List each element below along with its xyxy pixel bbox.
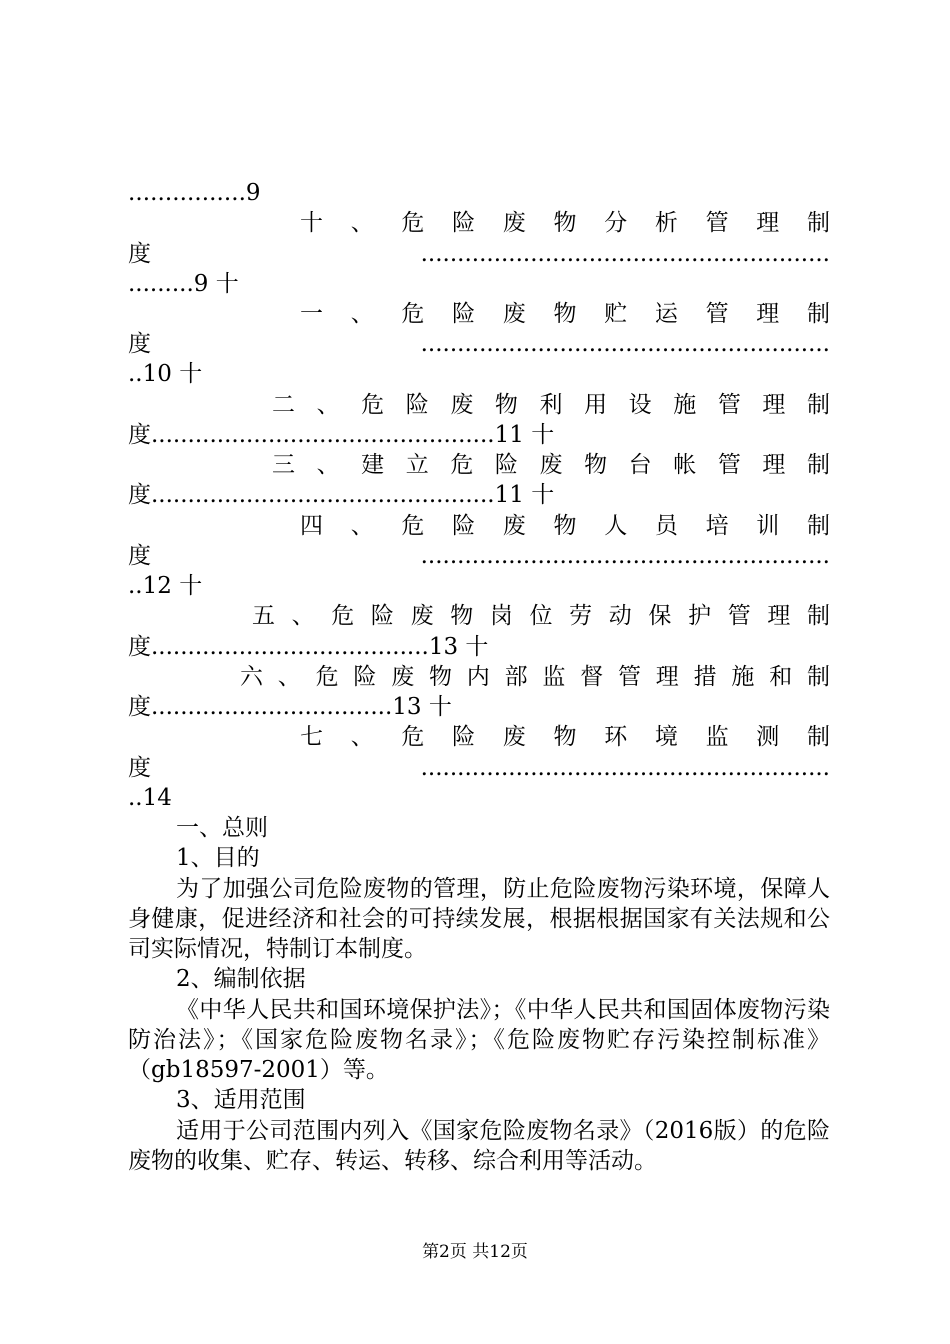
toc-entry-13-leader: 度...............................................11 十 (128, 482, 555, 508)
subsection-heading: 3、适用范围 (176, 1087, 306, 1113)
toc-entry-15-title: 五 、 危 险 废 物 岗 位 劳 动 保 护 管 理 制 (252, 603, 830, 629)
toc-entry-13-title: 三 、 建 立 危 险 废 物 台 帐 管 理 制 (272, 452, 830, 478)
toc-entry-16-title: 六 、 危 险 废 物 内 部 监 督 管 理 措 施 和 制 (240, 664, 830, 690)
paragraph-scope: 适用于公司范围内列入《国家危险废物名录》（2016版）的危险废物的收集、贮存、转运、转移、综合利用等活动。 (128, 1118, 830, 1174)
subsection-heading: 2、编制依据 (176, 966, 306, 992)
paragraph-purpose: 为了加强公司危险废物的管理，防止危险废物污染环境，保障人身健康，促进经济和社会的可持续发展，根据根据国家有关法规和公司实际情况，特制订本制度。 (128, 876, 830, 962)
toc-entry-16-leader: 度.................................13 十 (128, 694, 452, 720)
toc-entry-17-title: 七 、 危 险 废 物 环 境 监 测 制 (300, 724, 830, 750)
toc-entry-14-tail: ..12 十 (128, 573, 203, 599)
toc-entry-17-leader: 度........................................................ (128, 755, 830, 781)
section-heading: 一、总则 (176, 815, 268, 841)
toc-entry-11-title: 一 、 危 险 废 物 贮 运 管 理 制 (300, 301, 830, 327)
toc-entry-12-leader: 度...............................................11 十 (128, 422, 555, 448)
toc-entry-12-title: 二 、 危 险 废 物 利 用 设 施 管 理 制 (272, 392, 830, 418)
toc-entry-17-tail: ..14 (128, 785, 172, 811)
toc-entry-10-leader: 度........................................................ (128, 241, 830, 267)
toc-entry-11-leader: 度........................................................ (128, 331, 830, 357)
toc-entry-11-tail: ..10 十 (128, 361, 203, 387)
subsection-heading: 1、目的 (176, 845, 260, 871)
toc-entry-14-title: 四 、 危 险 废 物 人 员 培 训 制 (300, 513, 830, 539)
page-number: 第2页 共12页 (422, 1242, 528, 1262)
toc-entry-10-title: 十 、 危 险 废 物 分 析 管 理 制 (300, 210, 830, 236)
toc-entry-14-leader: 度........................................................ (128, 543, 830, 569)
toc-entry-15-leader: 度......................................13 十 (128, 634, 489, 660)
paragraph-basis: 《中华人民共和国环境保护法》；《中华人民共和国固体废物污染防治法》；《国家危险废物名录》；《危险废物贮存污染控制标准》（gb18597-2001）等。 (128, 997, 830, 1083)
toc-entry-10-tail: .........9 十 (128, 271, 239, 297)
toc-line: ................9 (128, 180, 261, 206)
